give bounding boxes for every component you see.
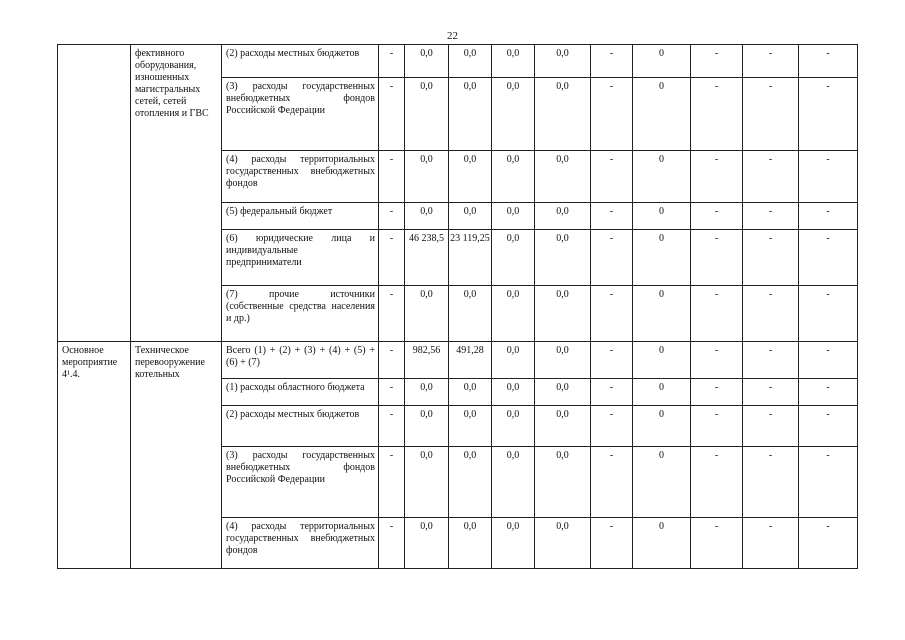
- value-cell: 0,0: [405, 45, 449, 78]
- table-row: [58, 342, 858, 379]
- value-cell: 0,0: [449, 379, 492, 406]
- value-cell: 0,0: [405, 78, 449, 151]
- value-cell: 0,0: [405, 518, 449, 569]
- value-cell: -: [691, 518, 743, 569]
- value-cell: -: [799, 203, 858, 230]
- value-cell: 0,0: [449, 151, 492, 203]
- value-cell: 0,0: [492, 406, 535, 447]
- measure-cell: [58, 45, 131, 342]
- funding-source-cell: (6) юридические лица и индивидуальные предприниматели: [222, 230, 379, 286]
- funding-source-cell: (3) расходы государственных внебюджетных фондов Российской Федерации: [222, 447, 379, 518]
- value-cell: 0: [633, 342, 691, 379]
- value-cell: 982,56: [405, 342, 449, 379]
- value-cell: -: [691, 45, 743, 78]
- value-cell: -: [591, 379, 633, 406]
- value-cell: -: [799, 45, 858, 78]
- value-cell: -: [743, 447, 799, 518]
- value-cell: 0,0: [492, 518, 535, 569]
- value-cell: 0,0: [535, 78, 591, 151]
- value-cell: 0,0: [535, 342, 591, 379]
- value-cell: -: [743, 379, 799, 406]
- value-cell: 0,0: [449, 286, 492, 342]
- value-cell: -: [379, 151, 405, 203]
- value-cell: 0,0: [449, 447, 492, 518]
- value-cell: -: [379, 203, 405, 230]
- value-cell: -: [379, 78, 405, 151]
- value-cell: 0,0: [535, 286, 591, 342]
- funding-source-cell: (5) федеральный бюджет: [222, 203, 379, 230]
- value-cell: 0,0: [405, 286, 449, 342]
- value-cell: 0: [633, 45, 691, 78]
- value-cell: 0,0: [535, 230, 591, 286]
- value-cell: 0,0: [535, 203, 591, 230]
- value-cell: 0,0: [492, 342, 535, 379]
- value-cell: 0,0: [405, 203, 449, 230]
- value-cell: -: [379, 447, 405, 518]
- value-cell: -: [799, 78, 858, 151]
- value-cell: 0,0: [405, 406, 449, 447]
- value-cell: 46 238,5: [405, 230, 449, 286]
- value-cell: 0,0: [492, 230, 535, 286]
- value-cell: 491,28: [449, 342, 492, 379]
- value-cell: -: [743, 203, 799, 230]
- value-cell: -: [379, 286, 405, 342]
- value-cell: -: [743, 286, 799, 342]
- value-cell: -: [799, 230, 858, 286]
- value-cell: -: [591, 286, 633, 342]
- value-cell: -: [691, 230, 743, 286]
- value-cell: -: [743, 342, 799, 379]
- value-cell: 0,0: [405, 151, 449, 203]
- value-cell: -: [591, 78, 633, 151]
- value-cell: 0: [633, 286, 691, 342]
- value-cell: 0: [633, 203, 691, 230]
- value-cell: -: [743, 78, 799, 151]
- value-cell: -: [799, 447, 858, 518]
- value-cell: -: [379, 379, 405, 406]
- value-cell: -: [691, 406, 743, 447]
- value-cell: 0: [633, 447, 691, 518]
- value-cell: 0,0: [492, 151, 535, 203]
- value-cell: -: [591, 203, 633, 230]
- value-cell: -: [799, 151, 858, 203]
- value-cell: 0,0: [449, 78, 492, 151]
- funding-table: [57, 44, 858, 569]
- value-cell: 0,0: [535, 45, 591, 78]
- value-cell: -: [379, 518, 405, 569]
- value-cell: 0,0: [405, 379, 449, 406]
- value-cell: 0: [633, 151, 691, 203]
- value-cell: -: [591, 230, 633, 286]
- value-cell: -: [591, 151, 633, 203]
- value-cell: 0,0: [492, 447, 535, 518]
- value-cell: 0: [633, 230, 691, 286]
- value-cell: 23 119,25: [449, 230, 492, 286]
- value-cell: -: [799, 342, 858, 379]
- value-cell: 0,0: [492, 286, 535, 342]
- value-cell: 0,0: [449, 45, 492, 78]
- value-cell: 0,0: [405, 447, 449, 518]
- funding-source-cell: Всего (1) + (2) + (3) + (4) + (5) + (6) + (7): [222, 342, 379, 379]
- value-cell: 0,0: [492, 379, 535, 406]
- funding-source-cell: (2) расходы местных бюджетов: [222, 406, 379, 447]
- value-cell: 0,0: [535, 518, 591, 569]
- value-cell: -: [743, 45, 799, 78]
- measure-cell: Основное мероприятие 4¹.4.: [58, 342, 131, 569]
- value-cell: -: [743, 518, 799, 569]
- value-cell: -: [591, 342, 633, 379]
- value-cell: 0,0: [492, 78, 535, 151]
- value-cell: 0: [633, 518, 691, 569]
- value-cell: -: [691, 379, 743, 406]
- value-cell: 0,0: [449, 406, 492, 447]
- value-cell: 0: [633, 78, 691, 151]
- value-cell: -: [379, 342, 405, 379]
- value-cell: -: [743, 230, 799, 286]
- value-cell: -: [379, 230, 405, 286]
- value-cell: 0: [633, 406, 691, 447]
- value-cell: -: [799, 406, 858, 447]
- measure-title-cell: Техническое перевооружение котельных: [131, 342, 222, 569]
- value-cell: 0,0: [535, 151, 591, 203]
- value-cell: -: [379, 406, 405, 447]
- value-cell: -: [743, 406, 799, 447]
- value-cell: 0,0: [492, 45, 535, 78]
- value-cell: -: [379, 45, 405, 78]
- value-cell: -: [591, 45, 633, 78]
- value-cell: -: [591, 406, 633, 447]
- value-cell: -: [591, 447, 633, 518]
- funding-source-cell: (2) расходы местных бюджетов: [222, 45, 379, 78]
- value-cell: -: [691, 342, 743, 379]
- value-cell: -: [691, 203, 743, 230]
- value-cell: -: [691, 447, 743, 518]
- value-cell: 0,0: [535, 406, 591, 447]
- value-cell: -: [691, 151, 743, 203]
- funding-source-cell: (7) прочие источники (собственные средства населения и др.): [222, 286, 379, 342]
- measure-title-cell: фективного оборудования, изношенных магистральных сетей, сетей отопления и ГВС: [131, 45, 222, 342]
- value-cell: -: [591, 518, 633, 569]
- value-cell: 0,0: [535, 447, 591, 518]
- value-cell: -: [691, 286, 743, 342]
- funding-source-cell: (4) расходы территориальных государственных внебюджетных фондов: [222, 518, 379, 569]
- page-number: 22: [447, 30, 458, 42]
- value-cell: -: [799, 518, 858, 569]
- table-row: [58, 45, 858, 78]
- value-cell: -: [743, 151, 799, 203]
- value-cell: 0,0: [449, 518, 492, 569]
- value-cell: -: [691, 78, 743, 151]
- value-cell: 0,0: [492, 203, 535, 230]
- value-cell: -: [799, 286, 858, 342]
- funding-source-cell: (4) расходы территориальных государственных внебюджетных фондов: [222, 151, 379, 203]
- value-cell: -: [799, 379, 858, 406]
- value-cell: 0,0: [535, 379, 591, 406]
- funding-source-cell: (3) расходы государственных внебюджетных фондов Российской Федерации: [222, 78, 379, 151]
- value-cell: 0: [633, 379, 691, 406]
- funding-source-cell: (1) расходы областного бюджета: [222, 379, 379, 406]
- value-cell: 0,0: [449, 203, 492, 230]
